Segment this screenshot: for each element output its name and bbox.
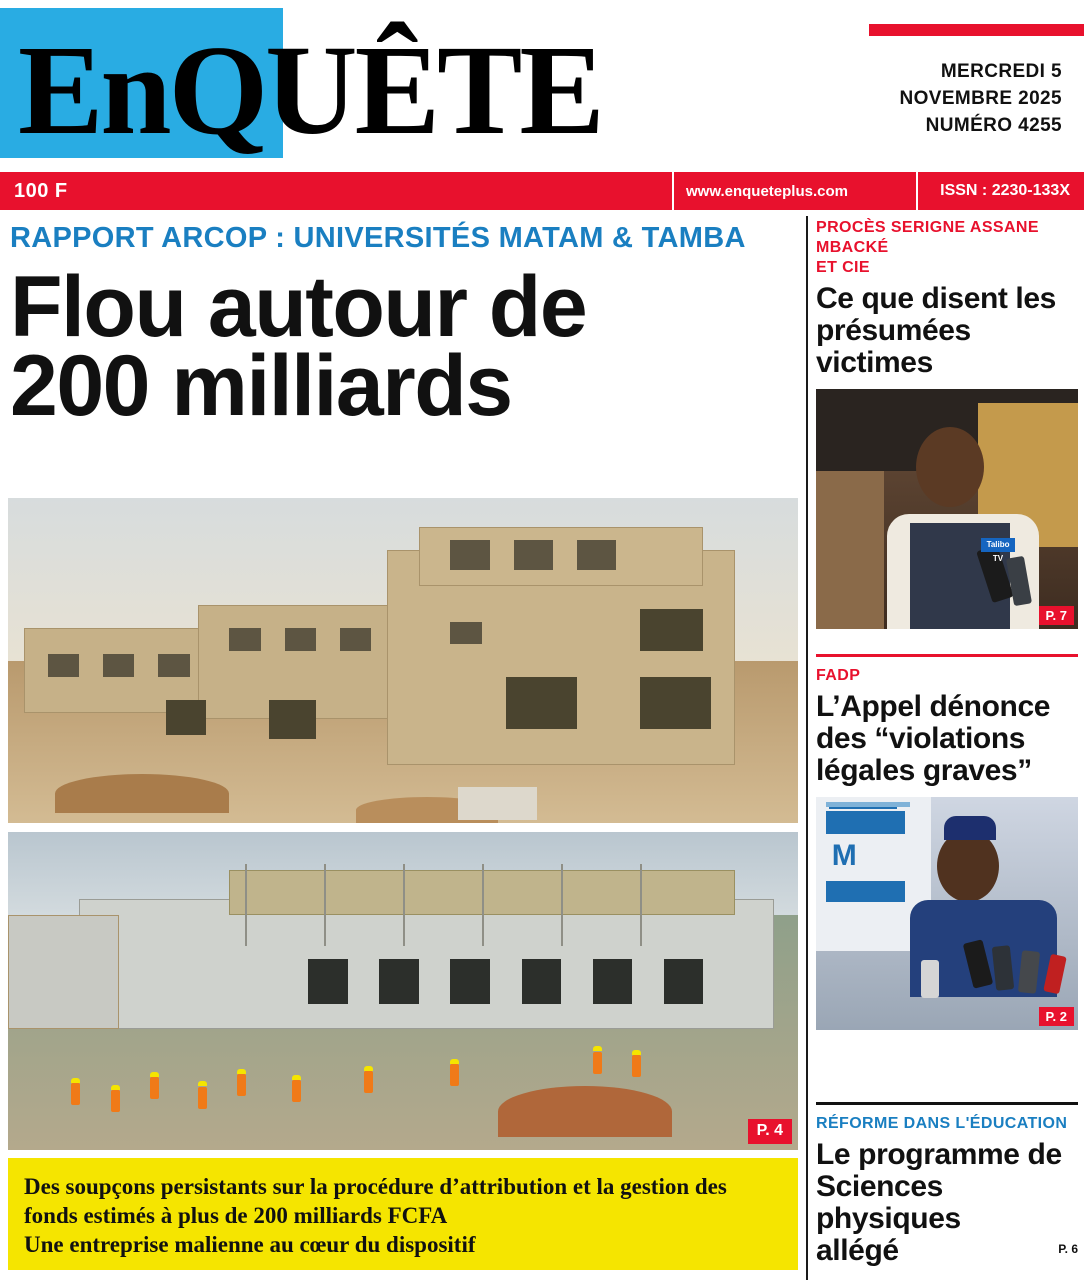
issue-dateblock [832, 58, 1062, 139]
sidebar-kicker-3: RÉFORME DANS L'ÉDUCATION [816, 1115, 1068, 1132]
lead-photo-construction-site [8, 832, 798, 1150]
issue-date-line1: MERCREDI 5 [940, 61, 1062, 82]
column-divider [806, 216, 808, 1280]
sidebar-photo-2: M P. 2 [816, 797, 1078, 1030]
sidebar-item-fadp[interactable] [816, 666, 1078, 1030]
lead-page-tag[interactable]: P. 4 [748, 1119, 792, 1144]
sidebar-headline-3-line2: Sciences physiques [816, 1170, 961, 1235]
sidebar-page-tag-3[interactable]: P. 6 [1058, 1242, 1078, 1256]
sidebar-page-tag-2[interactable]: P. 2 [1039, 1007, 1074, 1026]
lead-photo-buildings [8, 498, 798, 823]
issue-number: NUMÉRO 4255 [925, 115, 1062, 136]
issn-label: ISSN : 2230-133X [940, 182, 1070, 199]
sidebar-kicker-1-line2: ET CIE [816, 259, 870, 276]
sidebar-headline-1 [816, 283, 1078, 379]
sidebar-headline-2-line3: légales graves” [816, 754, 1032, 787]
lead-summary-line3: Une entreprise malienne au cœur du dispositif [24, 1232, 476, 1257]
lead-headline-line2: 200 milliards [10, 338, 512, 434]
logo-text [18, 19, 848, 161]
content-area [0, 210, 1084, 1280]
infobar-divider-2 [916, 172, 918, 210]
lead-kicker: RAPPORT ARCOP : UNIVERSITÉS MATAM & TAMBA [10, 222, 746, 254]
sidebar-item-proces-serigne-assane-mbacke[interactable] [816, 218, 1078, 629]
sidebar-photo-1 [816, 389, 1078, 629]
sidebar-kicker-1-line1: PROCÈS SERIGNE ASSANE MBACKÉ [816, 219, 1039, 256]
website-link[interactable]: www.enqueteplus.com [686, 183, 848, 200]
lead-summary-line1: Des soupçons persistants sur la procédure d’attribution et la gestion des [24, 1174, 727, 1199]
sidebar-divider-1 [816, 654, 1078, 657]
sidebar-photo-1-channel-label: Talibo TV [981, 538, 1015, 552]
issue-date-line2: NOVEMBRE 2025 [899, 88, 1062, 109]
sidebar-headline-2-line2: des “violations [816, 722, 1026, 755]
lead-headline-line1: Flou autour de [10, 259, 587, 355]
newspaper-logo[interactable] [18, 19, 848, 161]
sidebar-stories [810, 210, 1084, 1280]
sidebar-item-reforme-education[interactable] [816, 1114, 1078, 1267]
sidebar-headline-3-line3: allégé [816, 1234, 899, 1267]
sidebar-headline-1-line2: présumées victimes [816, 314, 971, 379]
sidebar-headline-1-line1: Ce que disent les [816, 282, 1056, 315]
lead-story [0, 210, 806, 1280]
infobar-divider-1 [672, 172, 674, 210]
sidebar-headline-2 [816, 691, 1078, 787]
logo-text-part2: UÊTE [265, 19, 602, 161]
info-bar [0, 172, 1084, 210]
sidebar-kicker-2: FADP [816, 667, 861, 684]
lead-summary-line2: fonds estimés à plus de 200 milliards FCFA [24, 1203, 448, 1228]
logo-text-part1: EnQ [18, 19, 266, 161]
sidebar-page-tag-1[interactable]: P. 7 [1039, 606, 1074, 625]
sidebar-headline-3-line1: Le programme de [816, 1138, 1062, 1171]
masthead [0, 0, 1084, 172]
sidebar-headline-3 [816, 1139, 1078, 1267]
masthead-red-bar [869, 24, 1084, 36]
sidebar-headline-2-line1: L’Appel dénonce [816, 690, 1051, 723]
lead-summary-box [8, 1158, 798, 1270]
lead-headline [10, 259, 800, 434]
sidebar-divider-2 [816, 1102, 1078, 1105]
sidebar-kicker-1 [816, 218, 1078, 278]
price-label: 100 F [14, 180, 68, 202]
